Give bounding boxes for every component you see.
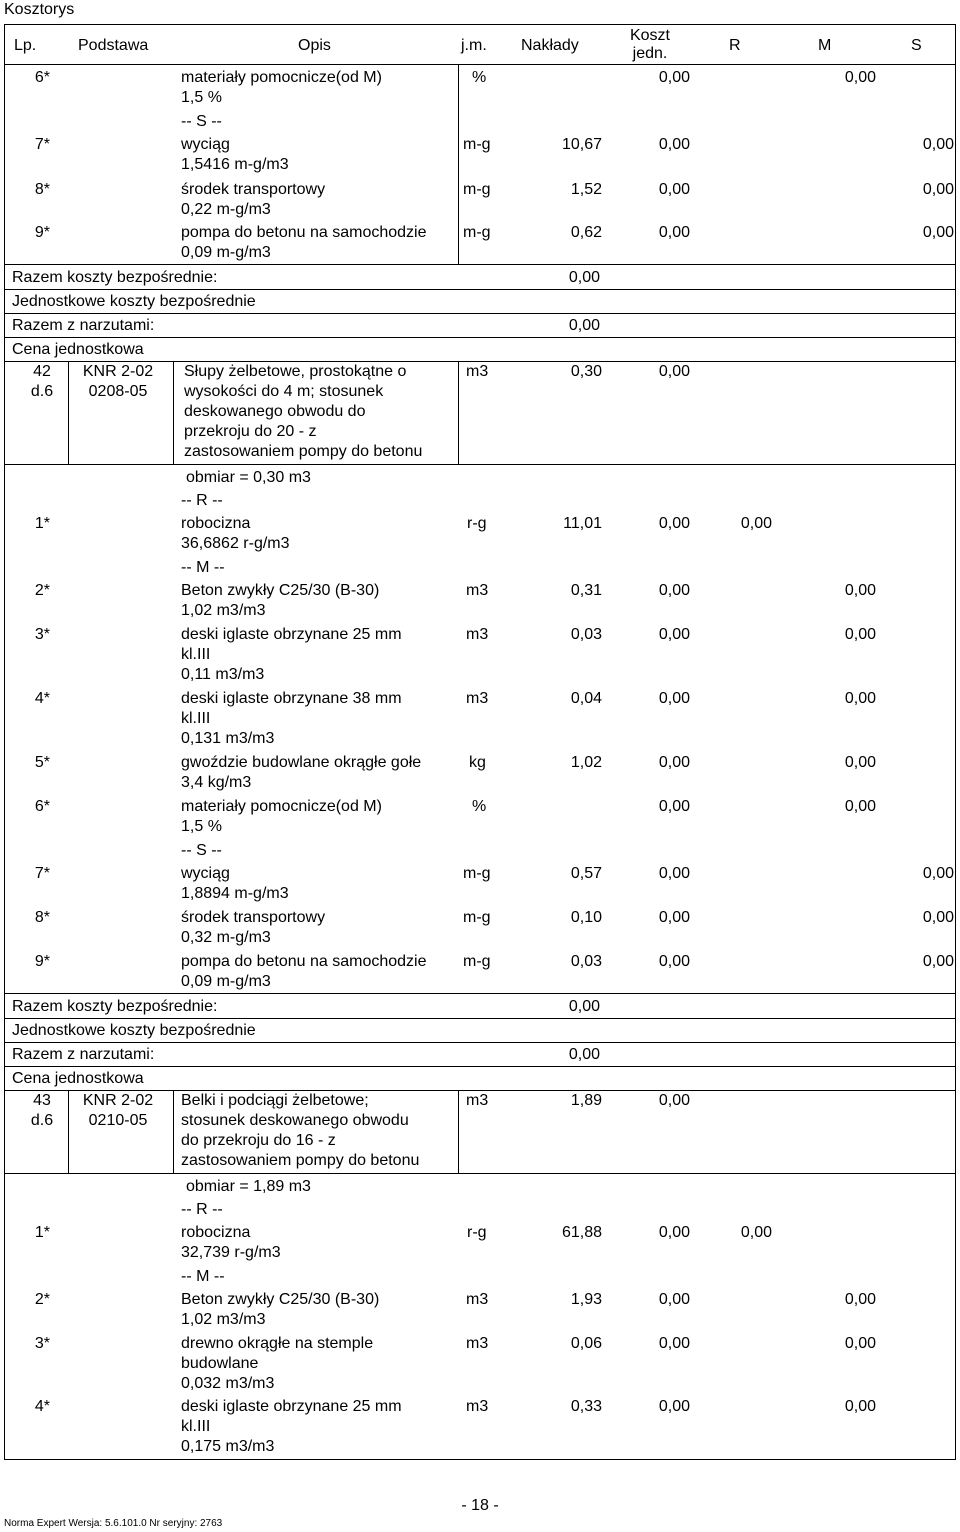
row-lp: 5*	[34, 754, 50, 771]
row-naklady: 1,52	[570, 181, 602, 198]
row-opis: gwoździe budowlane okrągłe gołe	[181, 754, 422, 771]
row-s: 0,00	[922, 181, 954, 198]
header-opis: Opis	[298, 37, 331, 54]
row-opis-norm: 1,5 %	[181, 818, 222, 835]
row-opis: robocizna	[181, 515, 251, 532]
row-jm: m-g	[463, 136, 491, 153]
row-naklady: 0,33	[570, 1398, 602, 1415]
row-jm: r-g	[467, 515, 487, 532]
row-opis-line: kl.III	[181, 1418, 211, 1435]
row-opis-norm: 0,032 m3/m3	[181, 1375, 275, 1392]
position-podstawa: KNR 2-02	[82, 1092, 154, 1109]
razem-narzuty-label: Razem z narzutami:	[12, 1046, 155, 1063]
row-naklady: 0,03	[570, 953, 602, 970]
row-lp: 4*	[34, 690, 50, 707]
row-opis-line: budowlane	[181, 1355, 259, 1372]
row-s: 0,00	[922, 224, 954, 241]
row-m: 0,00	[844, 1398, 876, 1415]
row-lp: 2*	[34, 1291, 50, 1308]
row-opis-norm: 0,11 m3/m3	[181, 666, 265, 683]
row-opis-norm: 1,02 m3/m3	[181, 602, 266, 619]
row-r: 0,00	[658, 798, 690, 815]
row-naklady: 0,31	[570, 582, 602, 599]
position-jm: m3	[466, 1092, 489, 1109]
row-lp: 6*	[34, 798, 50, 815]
row-lp: 9*	[34, 953, 50, 970]
row-lp: 7*	[34, 865, 50, 882]
row-opis: Beton zwykły C25/30 (B-30)	[181, 1291, 380, 1308]
position-koszt: 0,00	[658, 363, 690, 380]
row-opis: deski iglaste obrzynane 38 mm	[181, 690, 402, 707]
position-lp-sub: d.6	[30, 383, 54, 400]
group-label: -- S --	[181, 113, 222, 130]
row-jm: m-g	[463, 224, 491, 241]
row-opis: drewno okrągłe na stemple	[181, 1335, 374, 1352]
row-m: 0,00	[844, 626, 876, 643]
header-r: R	[729, 37, 741, 54]
row-r: 0,00	[658, 1398, 690, 1415]
row-lp: 1*	[34, 515, 50, 532]
row-jm: m-g	[463, 909, 491, 926]
row-jm: r-g	[467, 1224, 487, 1241]
row-r: 0,00	[658, 909, 690, 926]
row-opis: deski iglaste obrzynane 25 mm	[181, 1398, 402, 1415]
row-opis-norm: 32,739 r-g/m3	[181, 1244, 281, 1261]
row-lp: 8*	[34, 909, 50, 926]
row-opis: pompa do betonu na samochodzie	[181, 953, 427, 970]
row-r: 0,00	[658, 1291, 690, 1308]
row-jm: m-g	[463, 865, 491, 882]
row-opis-norm: 0,22 m-g/m3	[181, 201, 271, 218]
row-opis-norm: 1,5416 m-g/m3	[181, 156, 289, 173]
jednostkowe-koszty-label: Jednostkowe koszty bezpośrednie	[12, 293, 256, 310]
row-m: 0,00	[844, 582, 876, 599]
row-r: 0,00	[658, 1335, 690, 1352]
position-podstawa: KNR 2-02	[82, 363, 154, 380]
row-opis: środek transportowy	[181, 909, 326, 926]
row-lp: 4*	[34, 1398, 50, 1415]
group-label: -- S --	[181, 842, 222, 859]
row-lp: 3*	[34, 1335, 50, 1352]
row-opis: pompa do betonu na samochodzie	[181, 224, 427, 241]
row-r: 0,00	[658, 515, 690, 532]
row-opis-norm: 0,131 m3/m3	[181, 730, 275, 747]
row-jm: m3	[466, 626, 489, 643]
row-jm: m3	[466, 690, 489, 707]
row-naklady: 0,10	[570, 909, 602, 926]
row-jm: m-g	[463, 181, 491, 198]
row-jm: kg	[469, 754, 486, 771]
row-jm: %	[472, 69, 487, 86]
razem-narzuty-value: 0,00	[568, 317, 600, 334]
header-m: M	[818, 37, 832, 54]
group-label: -- R --	[181, 492, 223, 509]
group-label: -- M --	[181, 1268, 225, 1285]
row-s: 0,00	[922, 953, 954, 970]
row-r: 0,00	[658, 1224, 690, 1241]
row-jm: m3	[466, 1398, 489, 1415]
row-opis-norm: 0,09 m-g/m3	[181, 244, 271, 261]
software-footer: Norma Expert Wersja: 5.6.101.0 Nr seryjny: 2763	[4, 1518, 223, 1529]
row-m: 0,00	[844, 798, 876, 815]
position-opis-line: przekroju do 20 - z	[184, 423, 317, 440]
position-podstawa-code: 0210-05	[88, 1112, 148, 1129]
position-jm: m3	[466, 363, 489, 380]
row-opis-norm: 0,175 m3/m3	[181, 1438, 275, 1455]
row-m: 0,00	[844, 1291, 876, 1308]
row-lp: 3*	[34, 626, 50, 643]
row-m: 0,00	[844, 1335, 876, 1352]
position-opis-line: zastosowaniem pompy do betonu	[184, 443, 423, 460]
row-jm: m-g	[463, 953, 491, 970]
row-r: 0,00	[658, 69, 690, 86]
row-naklady: 0,62	[570, 224, 602, 241]
row-opis: wyciąg	[181, 865, 230, 882]
row-opis-line: kl.III	[181, 710, 211, 727]
row-naklady: 61,88	[561, 1224, 602, 1241]
row-opis-norm: 0,09 m-g/m3	[181, 973, 271, 990]
row-r: 0,00	[658, 582, 690, 599]
position-podstawa-code: 0208-05	[88, 383, 148, 400]
row-m: 0,00	[844, 690, 876, 707]
row-lp: 7*	[34, 136, 50, 153]
row-m: 0,00	[740, 515, 772, 532]
row-naklady: 0,57	[570, 865, 602, 882]
row-jm: m3	[466, 1291, 489, 1308]
row-opis: Beton zwykły C25/30 (B-30)	[181, 582, 380, 599]
row-jm: %	[472, 798, 487, 815]
row-opis-norm: 0,32 m-g/m3	[181, 929, 271, 946]
row-m: 0,00	[844, 754, 876, 771]
position-naklady: 0,30	[570, 363, 602, 380]
razem-narzuty-label: Razem z narzutami:	[12, 317, 155, 334]
header-lp: Lp.	[14, 37, 37, 54]
row-naklady: 0,04	[570, 690, 602, 707]
row-naklady: 0,06	[570, 1335, 602, 1352]
header-s: S	[911, 37, 922, 54]
row-r: 0,00	[658, 136, 690, 153]
position-lp: 43	[33, 1092, 51, 1109]
row-lp: 6*	[34, 69, 50, 86]
row-r: 0,00	[658, 690, 690, 707]
header-koszt-jedn: jedn.	[632, 45, 668, 62]
row-naklady: 10,67	[561, 136, 602, 153]
position-naklady: 1,89	[570, 1092, 602, 1109]
row-naklady: 1,02	[570, 754, 602, 771]
row-r: 0,00	[658, 224, 690, 241]
row-opis: robocizna	[181, 1224, 251, 1241]
row-lp: 9*	[34, 224, 50, 241]
row-lp: 1*	[34, 1224, 50, 1241]
position-koszt: 0,00	[658, 1092, 690, 1109]
group-label: -- M --	[181, 559, 225, 576]
position-opis-line: Belki i podciągi żelbetowe;	[181, 1092, 369, 1109]
row-naklady: 1,93	[570, 1291, 602, 1308]
position-opis-line: deskowanego obwodu do	[184, 403, 366, 420]
position-opis-line: do przekroju do 16 - z	[181, 1132, 336, 1149]
row-r: 0,00	[658, 865, 690, 882]
row-opis: deski iglaste obrzynane 25 mm	[181, 626, 402, 643]
razem-bezposrednie-label: Razem koszty bezpośrednie:	[12, 998, 218, 1015]
obmiar: obmiar = 1,89 m3	[186, 1178, 311, 1195]
position-opis-line: stosunek deskowanego obwodu	[181, 1112, 409, 1129]
jednostkowe-koszty-label: Jednostkowe koszty bezpośrednie	[12, 1022, 256, 1039]
razem-bezposrednie-label: Razem koszty bezpośrednie:	[12, 269, 218, 286]
row-jm: m3	[466, 582, 489, 599]
razem-narzuty-value: 0,00	[568, 1046, 600, 1063]
row-opis: środek transportowy	[181, 181, 326, 198]
row-naklady: 0,03	[570, 626, 602, 643]
row-opis: materiały pomocnicze(od M)	[181, 798, 382, 815]
position-lp: 42	[33, 363, 51, 380]
row-m: 0,00	[740, 1224, 772, 1241]
row-opis: wyciąg	[181, 136, 230, 153]
cena-jednostkowa-label: Cena jednostkowa	[12, 341, 144, 358]
row-opis-norm: 3,4 kg/m3	[181, 774, 252, 791]
header-koszt: Koszt	[629, 27, 670, 44]
position-lp-sub: d.6	[30, 1112, 54, 1129]
row-m: 0,00	[844, 69, 876, 86]
row-opis-line: kl.III	[181, 646, 211, 663]
position-opis-line: wysokości do 4 m; stosunek	[184, 383, 384, 400]
row-opis-norm: 1,02 m3/m3	[181, 1311, 266, 1328]
row-s: 0,00	[922, 909, 954, 926]
document-title: Kosztorys	[4, 1, 75, 18]
razem-bezposrednie-value: 0,00	[568, 998, 600, 1015]
row-opis: materiały pomocnicze(od M)	[181, 69, 382, 86]
group-label: -- R --	[181, 1201, 223, 1218]
razem-bezposrednie-value: 0,00	[568, 269, 600, 286]
row-r: 0,00	[658, 754, 690, 771]
position-opis-line: zastosowaniem pompy do betonu	[181, 1152, 420, 1169]
row-r: 0,00	[658, 953, 690, 970]
row-r: 0,00	[658, 626, 690, 643]
position-opis-line: Słupy żelbetowe, prostokątne o	[184, 363, 407, 380]
row-lp: 8*	[34, 181, 50, 198]
header-naklady: Nakłady	[521, 37, 579, 54]
row-opis-norm: 1,5 %	[181, 89, 222, 106]
obmiar: obmiar = 0,30 m3	[186, 469, 311, 486]
header-jm: j.m.	[461, 37, 487, 54]
row-r: 0,00	[658, 181, 690, 198]
row-s: 0,00	[922, 136, 954, 153]
row-jm: m3	[466, 1335, 489, 1352]
row-naklady: 11,01	[563, 515, 602, 532]
row-lp: 2*	[34, 582, 50, 599]
header-podstawa: Podstawa	[78, 37, 149, 54]
row-opis-norm: 1,8894 m-g/m3	[181, 885, 289, 902]
row-s: 0,00	[922, 865, 954, 882]
row-opis-norm: 36,6862 r-g/m3	[181, 535, 290, 552]
cena-jednostkowa-label: Cena jednostkowa	[12, 1070, 144, 1087]
page-number: - 18 -	[461, 1497, 499, 1514]
